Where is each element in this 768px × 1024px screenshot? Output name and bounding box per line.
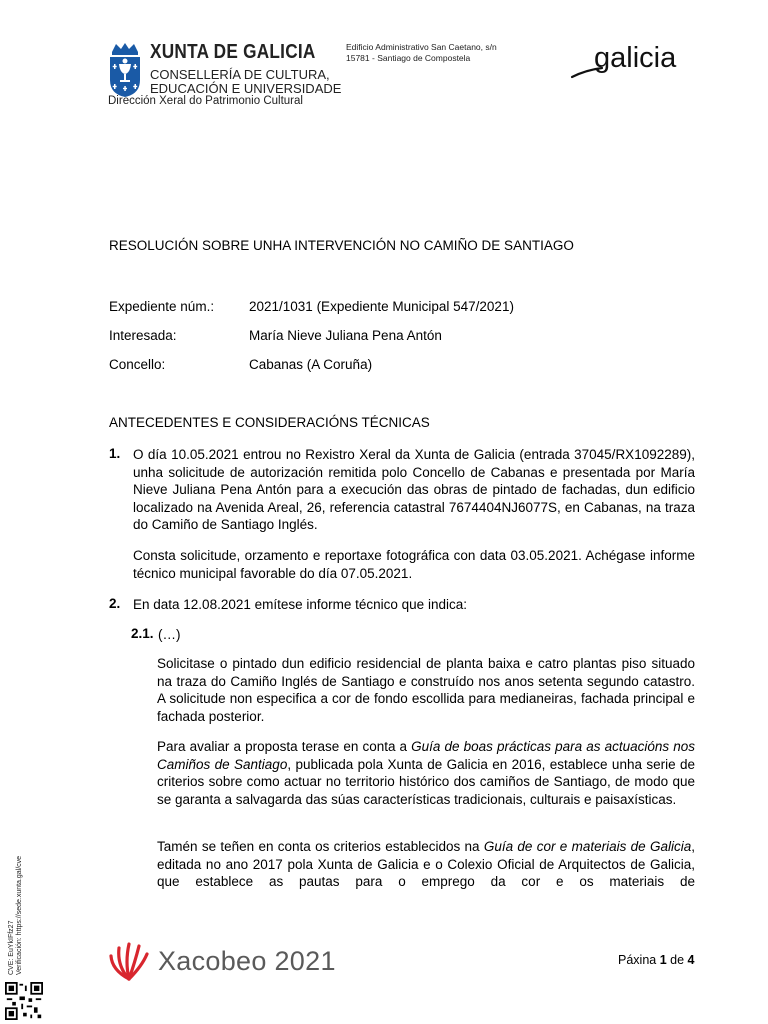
expediente-value: 2021/1031 (Expediente Municipal 547/2021): [249, 299, 514, 314]
item-1-number: 1.: [109, 446, 121, 461]
quoted-paragraph-3: [157, 838, 695, 891]
interesada-value: María Nieve Juliana Pena Antón: [249, 328, 442, 343]
consellaria-line-1: CONSELLERÍA DE CULTURA,: [150, 67, 330, 82]
page-of: de: [670, 953, 685, 967]
galicia-brand-logo: [568, 40, 700, 84]
xacobeo-2021-logo-text: Xacobeo 2021: [158, 946, 336, 976]
quoted-paragraph-3-start: Tamén se teñen en conta os criterios establecidos na: [157, 839, 484, 854]
galicia-logo-text: galicia: [594, 42, 677, 74]
qr-code-icon[interactable]: [5, 982, 43, 1020]
directorate-name: Dirección Xeral do Patrimonio Cultural: [108, 95, 303, 107]
address-line-2: 15781 - Santiago de Compostela: [346, 53, 471, 63]
page-total: 4: [687, 953, 695, 967]
item-1-paragraph: O día 10.05.2021 entrou no Rexistro Xeral da Xunta de Galicia (entrada 37045/RX1092289), unha solicitude de autorización remitida polo Concello de Cabanas e presentada por María Nieve Juliana Pena Antón para a execución das obras de pintado de fachadas, dun edificio localizado na Avenida Areal, 26, referencia catastral 7674404NJ6077S, en Cabanas, na traza do Camiño de Santiago Inglés.: [133, 447, 695, 532]
quoted-paragraph-2-start: Para avaliar a proposta terase en conta a: [157, 739, 412, 754]
quoted-paragraph-2: [157, 738, 695, 808]
xacobeo-scallop-shell-icon: [108, 940, 150, 982]
expediente-label: Expediente núm.:: [109, 299, 215, 314]
item-1-paragraph-2: Consta solicitude, orzamento e reportaxe fotográfica con data 03.05.2021. Achégase informe técnico municipal favorable do día 07.05.2021.: [133, 548, 695, 581]
item-2-1-text: (…): [158, 627, 181, 642]
consellaria-line-2: EDUCACIÓN E UNIVERSIDADE: [150, 81, 342, 96]
verification-side-text: [8, 856, 24, 975]
org-name: XUNTA DE GALICIA: [150, 41, 316, 63]
office-address: [346, 42, 497, 64]
quoted-paragraph-1: Solicitase o pintado dun edificio residencial de planta baixa e catro plantas piso situado na traza do Camiño Inglés de Santiago e construído nos anos setenta segundo catastro. A solicitude non especifica a cor de fondo escollida para medianeiras, fachada principal e fachada posterior.: [157, 656, 695, 724]
section-title: ANTECEDENTES E CONSIDERACIÓNS TÉCNICAS: [109, 415, 430, 430]
concello-label: Concello:: [109, 357, 166, 372]
cve-code: CVE: EuYkIFfz27: [8, 920, 15, 975]
consellaria-name: [150, 68, 341, 96]
page-number: [618, 953, 695, 967]
page-word: Páxina: [618, 953, 657, 967]
xunta-coat-of-arms-icon: [108, 42, 142, 98]
verification-url: Verificación: https://sede.xunta.gal/cve: [16, 855, 23, 975]
guide-title-italic: Guía de boas prácticas para as actuacións nos Camiños de Santiago: [157, 739, 696, 772]
item-2-1-number: 2.1.: [131, 626, 154, 641]
quoted-paragraph-3-end: , editada no ano 2017 pola Xunta de Galicia e o Colexio Oficial de Arquitectos de Galicia, que establece as pautas para o emprego da cor e os materiais de: [157, 839, 695, 889]
document-title: RESOLUCIÓN SOBRE UNHA INTERVENCIÓN NO CAMIÑO DE SANTIAGO: [109, 238, 574, 253]
color-guide-title-italic: Guía de cor e materiais de Galicia: [483, 839, 692, 854]
address-line-1: Edificio Administrativo San Caetano, s/n: [346, 42, 497, 52]
concello-value: Cabanas (A Coruña): [249, 357, 373, 372]
page-current: 1: [659, 953, 667, 967]
item-2-number: 2.: [109, 596, 121, 611]
interesada-label: Interesada:: [109, 328, 177, 343]
quoted-paragraph-2-end: , publicada pola Xunta de Galicia en 2016, establece unha serie de criterios sobre como actuar no territorio histórico dos camiños de Santiago, de modo que se garanta a salvagarda das súas características tradicionais, culturais e paisaxísticas.: [157, 756, 695, 807]
item-2-paragraph: En data 12.08.2021 emítese informe técnico que indica:: [133, 597, 467, 612]
